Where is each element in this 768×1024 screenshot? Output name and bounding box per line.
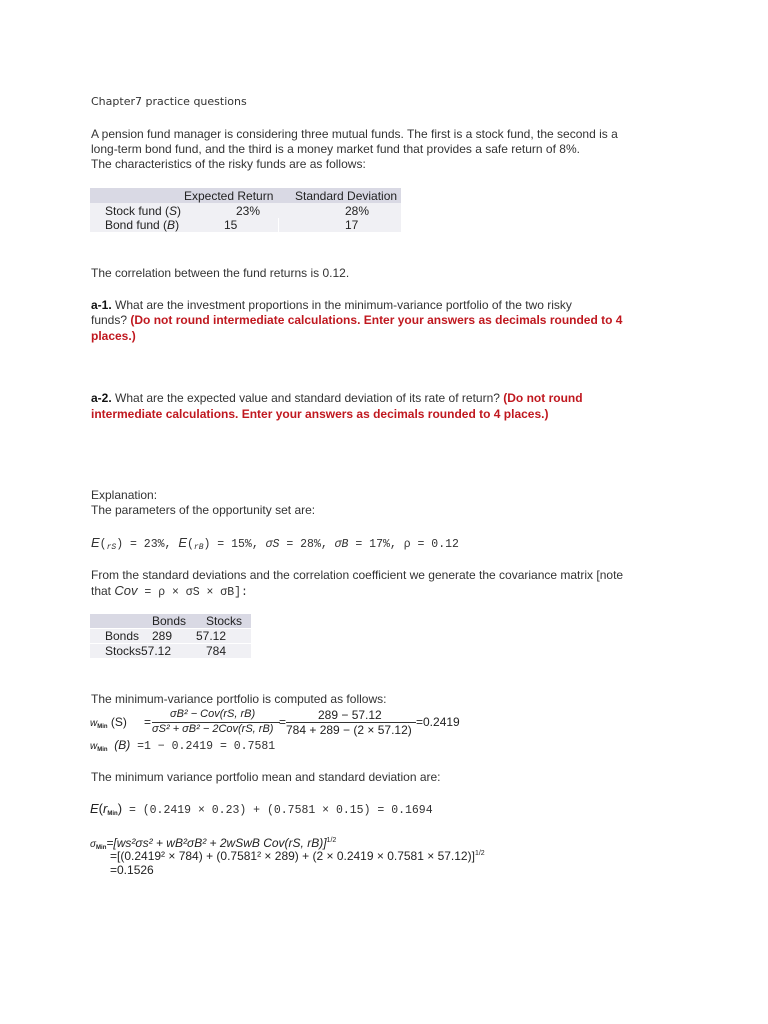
expected-min-line: $E(r_{Min}) = (0.2419 \times 0.23) + (0.7581 \times 0.15) = 0.1694$	[90, 801, 433, 817]
fund-row-stock-label: Stock fund (S)	[105, 204, 182, 218]
question-a1-line-1: a-1. What are the investment proportions in the minimum-variance portfolio of the two risky	[91, 298, 572, 312]
minvar-intro: The minimum-variance portfolio is computed as follows:	[91, 692, 387, 706]
mean-sd-intro: The minimum variance portfolio mean and standard deviation are:	[91, 770, 441, 784]
fund-table-divider	[278, 218, 279, 232]
fund-row-bond-sd: 17	[345, 218, 359, 232]
cov-intro-line-2: that Cov = ρ × σS × σB]:	[91, 583, 248, 599]
equals-sign: =	[279, 715, 287, 729]
fund-row-bond-er: 15	[224, 218, 238, 232]
formula-denominator: σS² + σB² − 2Cov(rS, rB)	[152, 723, 274, 735]
params-line: $E(_{rS}) = 23\%$, $E(_{rB}) = 15\%$, σS = 28%, σB = 17%, ρ = 0.12	[91, 535, 459, 552]
page-title: Chapter7 practice questions	[91, 95, 247, 108]
question-a1-line-2: funds? (Do not round intermediate calculations. Enter your answers as decimals rounded to 4	[91, 313, 623, 327]
sigma-min-line-1: $\sigma_{Min}=[ws^2\sigma s^2 + wB^2\sigma B^2$ + 2wSwB Cov(rS, rB)]$^{1/2}$	[90, 836, 337, 851]
params-intro: The parameters of the opportunity set are:	[91, 503, 316, 517]
intro-line-3: The characteristics of the risky funds are as follows:	[91, 157, 366, 171]
equals-sign: =	[144, 715, 152, 729]
w-min-b-line: $w_{Min}$ (B) =1 − 0.2419 = 0.7581	[90, 738, 276, 753]
value-numerator: 289 − 57.12	[318, 708, 382, 722]
question-a1-note-end: places.)	[91, 329, 136, 343]
fund-row-stock-sd: 28%	[345, 204, 370, 218]
formula-numerator: σB² − Cov(rS, rB)	[170, 708, 256, 720]
intro-line-1: A pension fund manager is considering three mutual funds. The first is a stock fund, the second is a	[91, 127, 618, 141]
w-min-s-result: =0.2419	[416, 715, 460, 729]
cov-row-stocks-label: Stocks	[105, 644, 142, 658]
fund-header-expected-return: Expected Return	[184, 189, 274, 203]
correlation-text: The correlation between the fund returns is 0.12.	[91, 266, 350, 280]
question-a2-note-end: intermediate calculations. Enter your answers as decimals rounded to 4 places.)	[91, 407, 549, 421]
cov-row-stocks-bonds: 57.12	[141, 644, 172, 658]
cov-header-bonds: Bonds	[152, 614, 187, 628]
question-a2-line-1: a-2. What are the expected value and standard deviation of its rate of return? (Do not round	[91, 391, 583, 405]
question-a2-label: a-2.	[91, 391, 112, 405]
cov-row-bonds-label: Bonds	[105, 629, 140, 643]
value-denominator: 784 + 289 − (2 × 57.12)	[286, 723, 412, 737]
cov-row-bonds-stocks: 57.12	[196, 629, 227, 643]
sigma-min-result: =0.1526	[110, 863, 154, 877]
fund-header-std-dev: Standard Deviation	[295, 189, 398, 203]
intro-line-2: long-term bond fund, and the third is a money market fund that provides a safe return of 8%.	[91, 142, 580, 156]
fund-row-bond-label: Bond fund (B)	[105, 218, 180, 232]
cov-row-bonds-bonds: 289	[152, 629, 173, 643]
cov-header-stocks: Stocks	[206, 614, 243, 628]
question-a1-note: (Do not round intermediate calculations. Enter your answers as decimals rounded to 4	[130, 313, 623, 327]
question-a1-label: a-1.	[91, 298, 112, 312]
cov-row-stocks-stocks: 784	[206, 644, 227, 658]
sigma-min-line-2: $=[(0.2419^2 \times 784) + (0.7581^2 \times 289) + (2 \times 0.2419 \times 0.7581 \times 57.12)]^{1/2}$	[110, 849, 485, 863]
w-min-s-label: $w_{Min}$ (S)	[90, 715, 127, 730]
fund-row-stock-er: 23%	[236, 204, 261, 218]
explanation-heading: Explanation:	[91, 488, 158, 502]
cov-intro-line-1: From the standard deviations and the correlation coefficient we generate the covariance matrix [note	[91, 568, 624, 582]
